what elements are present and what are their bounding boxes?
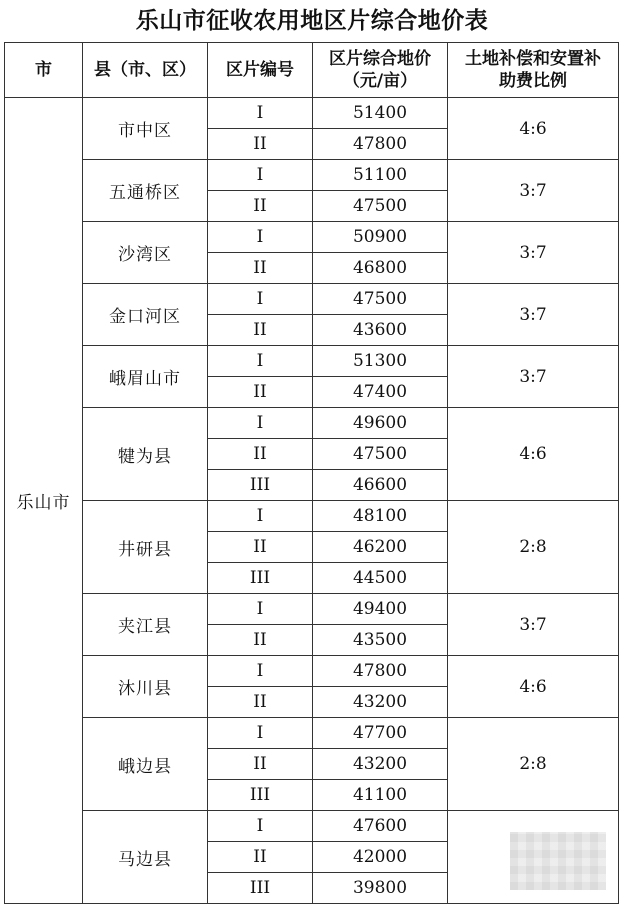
price-cell: 47800 — [313, 129, 448, 160]
price-cell: 42000 — [313, 842, 448, 873]
county-cell: 市中区 — [83, 98, 208, 160]
table-header-row — [5, 43, 619, 98]
zone-id-cell: II — [208, 315, 313, 346]
county-cell: 马边县 — [83, 811, 208, 904]
table-row — [5, 501, 619, 532]
price-cell: 48100 — [313, 501, 448, 532]
price-cell: 47800 — [313, 656, 448, 687]
ratio-cell: 2:8 — [448, 718, 619, 811]
zone-id-cell: II — [208, 439, 313, 470]
county-cell: 金口河区 — [83, 284, 208, 346]
table-row — [5, 284, 619, 315]
county-cell: 井研县 — [83, 501, 208, 594]
price-cell: 51400 — [313, 98, 448, 129]
county-cell: 沐川县 — [83, 656, 208, 718]
zone-id-cell: II — [208, 191, 313, 222]
zone-id-cell: II — [208, 842, 313, 873]
table-row — [5, 656, 619, 687]
zone-id-cell: II — [208, 129, 313, 160]
table-row — [5, 160, 619, 191]
ratio-cell: 2:8 — [448, 501, 619, 594]
zone-id-cell: I — [208, 222, 313, 253]
document-title: 乐山市征收农用地区片综合地价表 — [135, 7, 489, 34]
county-cell: 犍为县 — [83, 408, 208, 501]
price-cell: 39800 — [313, 873, 448, 904]
price-cell: 47600 — [313, 811, 448, 842]
ratio-cell: 3:7 — [448, 594, 619, 656]
zone-id-cell: III — [208, 780, 313, 811]
price-cell: 47500 — [313, 439, 448, 470]
header-county: 县（市、区） — [83, 43, 208, 98]
county-cell: 沙湾区 — [83, 222, 208, 284]
zone-id-cell: III — [208, 563, 313, 594]
price-cell: 43200 — [313, 749, 448, 780]
header-price — [313, 43, 448, 98]
zone-id-cell: I — [208, 811, 313, 842]
ratio-cell: 3:7 — [448, 222, 619, 284]
ratio-cell: 4:6 — [448, 656, 619, 718]
price-cell: 46200 — [313, 532, 448, 563]
price-cell: 50900 — [313, 222, 448, 253]
ratio-cell: 3:7 — [448, 160, 619, 222]
price-cell: 43600 — [313, 315, 448, 346]
table-row — [5, 594, 619, 625]
price-cell: 49400 — [313, 594, 448, 625]
price-cell: 43500 — [313, 625, 448, 656]
price-cell: 47500 — [313, 284, 448, 315]
county-cell: 峨眉山市 — [83, 346, 208, 408]
ratio-cell: 3:7 — [448, 284, 619, 346]
county-cell: 夹江县 — [83, 594, 208, 656]
table-row — [5, 98, 619, 129]
zone-id-cell: II — [208, 253, 313, 284]
header-zone: 区片编号 — [208, 43, 313, 98]
price-cell: 46800 — [313, 253, 448, 284]
zone-id-cell: I — [208, 160, 313, 191]
zone-id-cell: II — [208, 749, 313, 780]
price-cell: 46600 — [313, 470, 448, 501]
price-cell: 51100 — [313, 160, 448, 191]
price-cell: 43200 — [313, 687, 448, 718]
table-body — [5, 98, 619, 904]
zone-id-cell: I — [208, 284, 313, 315]
zone-id-cell: I — [208, 594, 313, 625]
header-price-line1: 区片综合地价 — [329, 49, 431, 69]
price-cell: 47700 — [313, 718, 448, 749]
zone-id-cell: II — [208, 687, 313, 718]
zone-id-cell: I — [208, 718, 313, 749]
header-ratio-line2: 助费比例 — [499, 71, 567, 91]
header-city: 市 — [5, 43, 83, 98]
ratio-cell: 4:6 — [448, 98, 619, 160]
land-price-table — [4, 42, 619, 904]
price-cell: 49600 — [313, 408, 448, 439]
table-row — [5, 222, 619, 253]
county-cell: 五通桥区 — [83, 160, 208, 222]
city-cell: 乐山市 — [5, 98, 83, 904]
zone-id-cell: III — [208, 873, 313, 904]
zone-id-cell: I — [208, 501, 313, 532]
header-ratio — [448, 43, 619, 98]
price-cell: 47500 — [313, 191, 448, 222]
zone-id-cell: I — [208, 408, 313, 439]
ratio-cell: 4:6 — [448, 408, 619, 501]
blurred-watermark — [510, 832, 606, 890]
zone-id-cell: II — [208, 377, 313, 408]
header-ratio-line1: 土地补偿和安置补 — [465, 49, 601, 69]
zone-id-cell: II — [208, 625, 313, 656]
zone-id-cell: I — [208, 346, 313, 377]
zone-id-cell: I — [208, 98, 313, 129]
zone-id-cell: II — [208, 532, 313, 563]
price-cell: 41100 — [313, 780, 448, 811]
table-row — [5, 346, 619, 377]
price-cell: 51300 — [313, 346, 448, 377]
table-row — [5, 718, 619, 749]
price-cell: 47400 — [313, 377, 448, 408]
table-row — [5, 408, 619, 439]
zone-id-cell: III — [208, 470, 313, 501]
header-price-line2: （元/亩） — [342, 71, 418, 91]
county-cell: 峨边县 — [83, 718, 208, 811]
ratio-cell: 3:7 — [448, 346, 619, 408]
price-cell: 44500 — [313, 563, 448, 594]
zone-id-cell: I — [208, 656, 313, 687]
